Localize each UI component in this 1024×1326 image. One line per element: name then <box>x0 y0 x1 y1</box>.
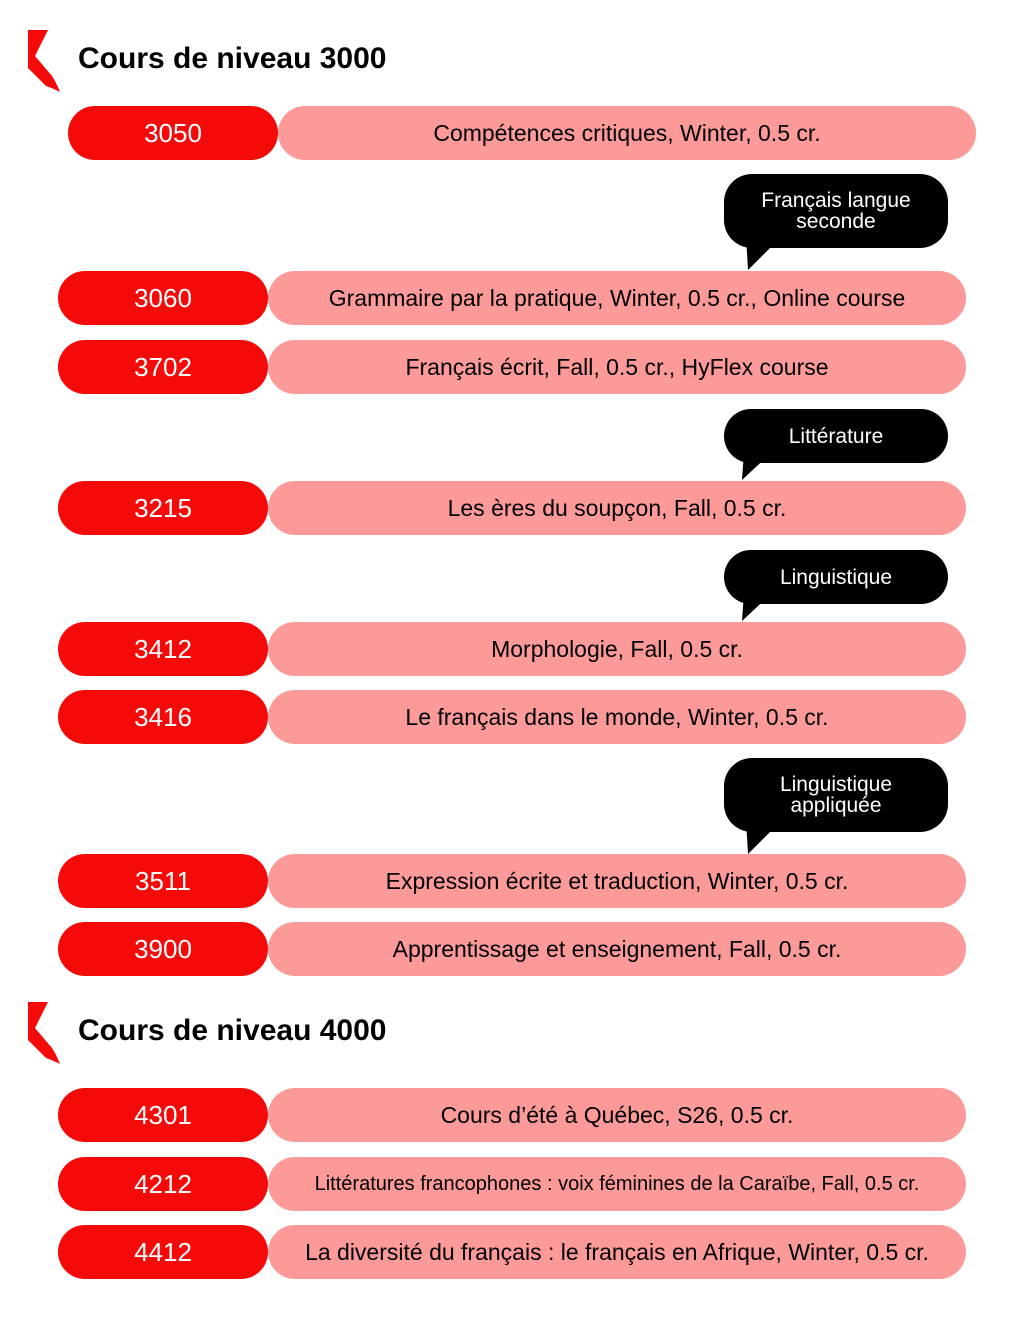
bubble-line: seconde <box>796 210 876 233</box>
course-row[interactable] <box>58 622 966 676</box>
course-title: Cours d’été à Québec, S26, 0.5 cr. <box>268 1088 966 1142</box>
course-title: La diversité du français : le français en Afrique, Winter, 0.5 cr. <box>268 1225 966 1279</box>
course-title: Les ères du soupçon, Fall, 0.5 cr. <box>268 481 966 535</box>
bubble-line: appliquée <box>790 794 882 817</box>
section-title: Cours de niveau 4000 <box>78 1014 387 1047</box>
course-code: 3412 <box>58 622 268 676</box>
course-code: 3060 <box>58 271 268 325</box>
brand-logo-icon <box>26 30 60 92</box>
course-title: Compétences critiques, Winter, 0.5 cr. <box>278 106 976 160</box>
course-code: 4412 <box>58 1225 268 1279</box>
bubble-line: Littérature <box>788 424 884 448</box>
course-row[interactable] <box>58 854 966 908</box>
course-title: Morphologie, Fall, 0.5 cr. <box>268 622 966 676</box>
course-row[interactable] <box>58 1088 966 1142</box>
course-row[interactable] <box>58 922 966 976</box>
course-row[interactable] <box>58 690 966 744</box>
section-header-3000 <box>0 30 600 94</box>
course-row[interactable] <box>58 1157 966 1211</box>
bubble-tail-icon <box>738 452 778 482</box>
course-row[interactable] <box>58 340 966 394</box>
course-row[interactable] <box>58 481 966 535</box>
bubble-tail-icon <box>742 236 792 272</box>
course-code: 4212 <box>58 1157 268 1211</box>
course-row[interactable] <box>68 106 976 160</box>
section-header-4000 <box>0 1002 600 1066</box>
course-title: Littératures francophones : voix féminines de la Caraïbe, Fall, 0.5 cr. <box>268 1157 966 1211</box>
bubble-line: Linguistique <box>779 773 893 796</box>
bubble-line: Linguistique <box>779 565 893 589</box>
course-title: Français écrit, Fall, 0.5 cr., HyFlex course <box>268 340 966 394</box>
course-title: Le français dans le monde, Winter, 0.5 cr. <box>268 690 966 744</box>
course-code: 3702 <box>58 340 268 394</box>
course-code: 3511 <box>58 854 268 908</box>
bubble-tail-icon <box>742 820 792 856</box>
course-code: 4301 <box>58 1088 268 1142</box>
course-code: 3900 <box>58 922 268 976</box>
bubble-tail-icon <box>738 593 778 623</box>
section-title: Cours de niveau 3000 <box>78 42 387 75</box>
course-code: 3215 <box>58 481 268 535</box>
course-row[interactable] <box>58 1225 966 1279</box>
bubble-line: Français langue <box>761 189 911 212</box>
course-title: Grammaire par la pratique, Winter, 0.5 cr., Online course <box>268 271 966 325</box>
course-code: 3050 <box>68 106 278 160</box>
course-title: Expression écrite et traduction, Winter, 0.5 cr. <box>268 854 966 908</box>
course-row[interactable] <box>58 271 966 325</box>
brand-logo-icon <box>26 1002 60 1064</box>
course-code: 3416 <box>58 690 268 744</box>
course-title: Apprentissage et enseignement, Fall, 0.5 cr. <box>268 922 966 976</box>
